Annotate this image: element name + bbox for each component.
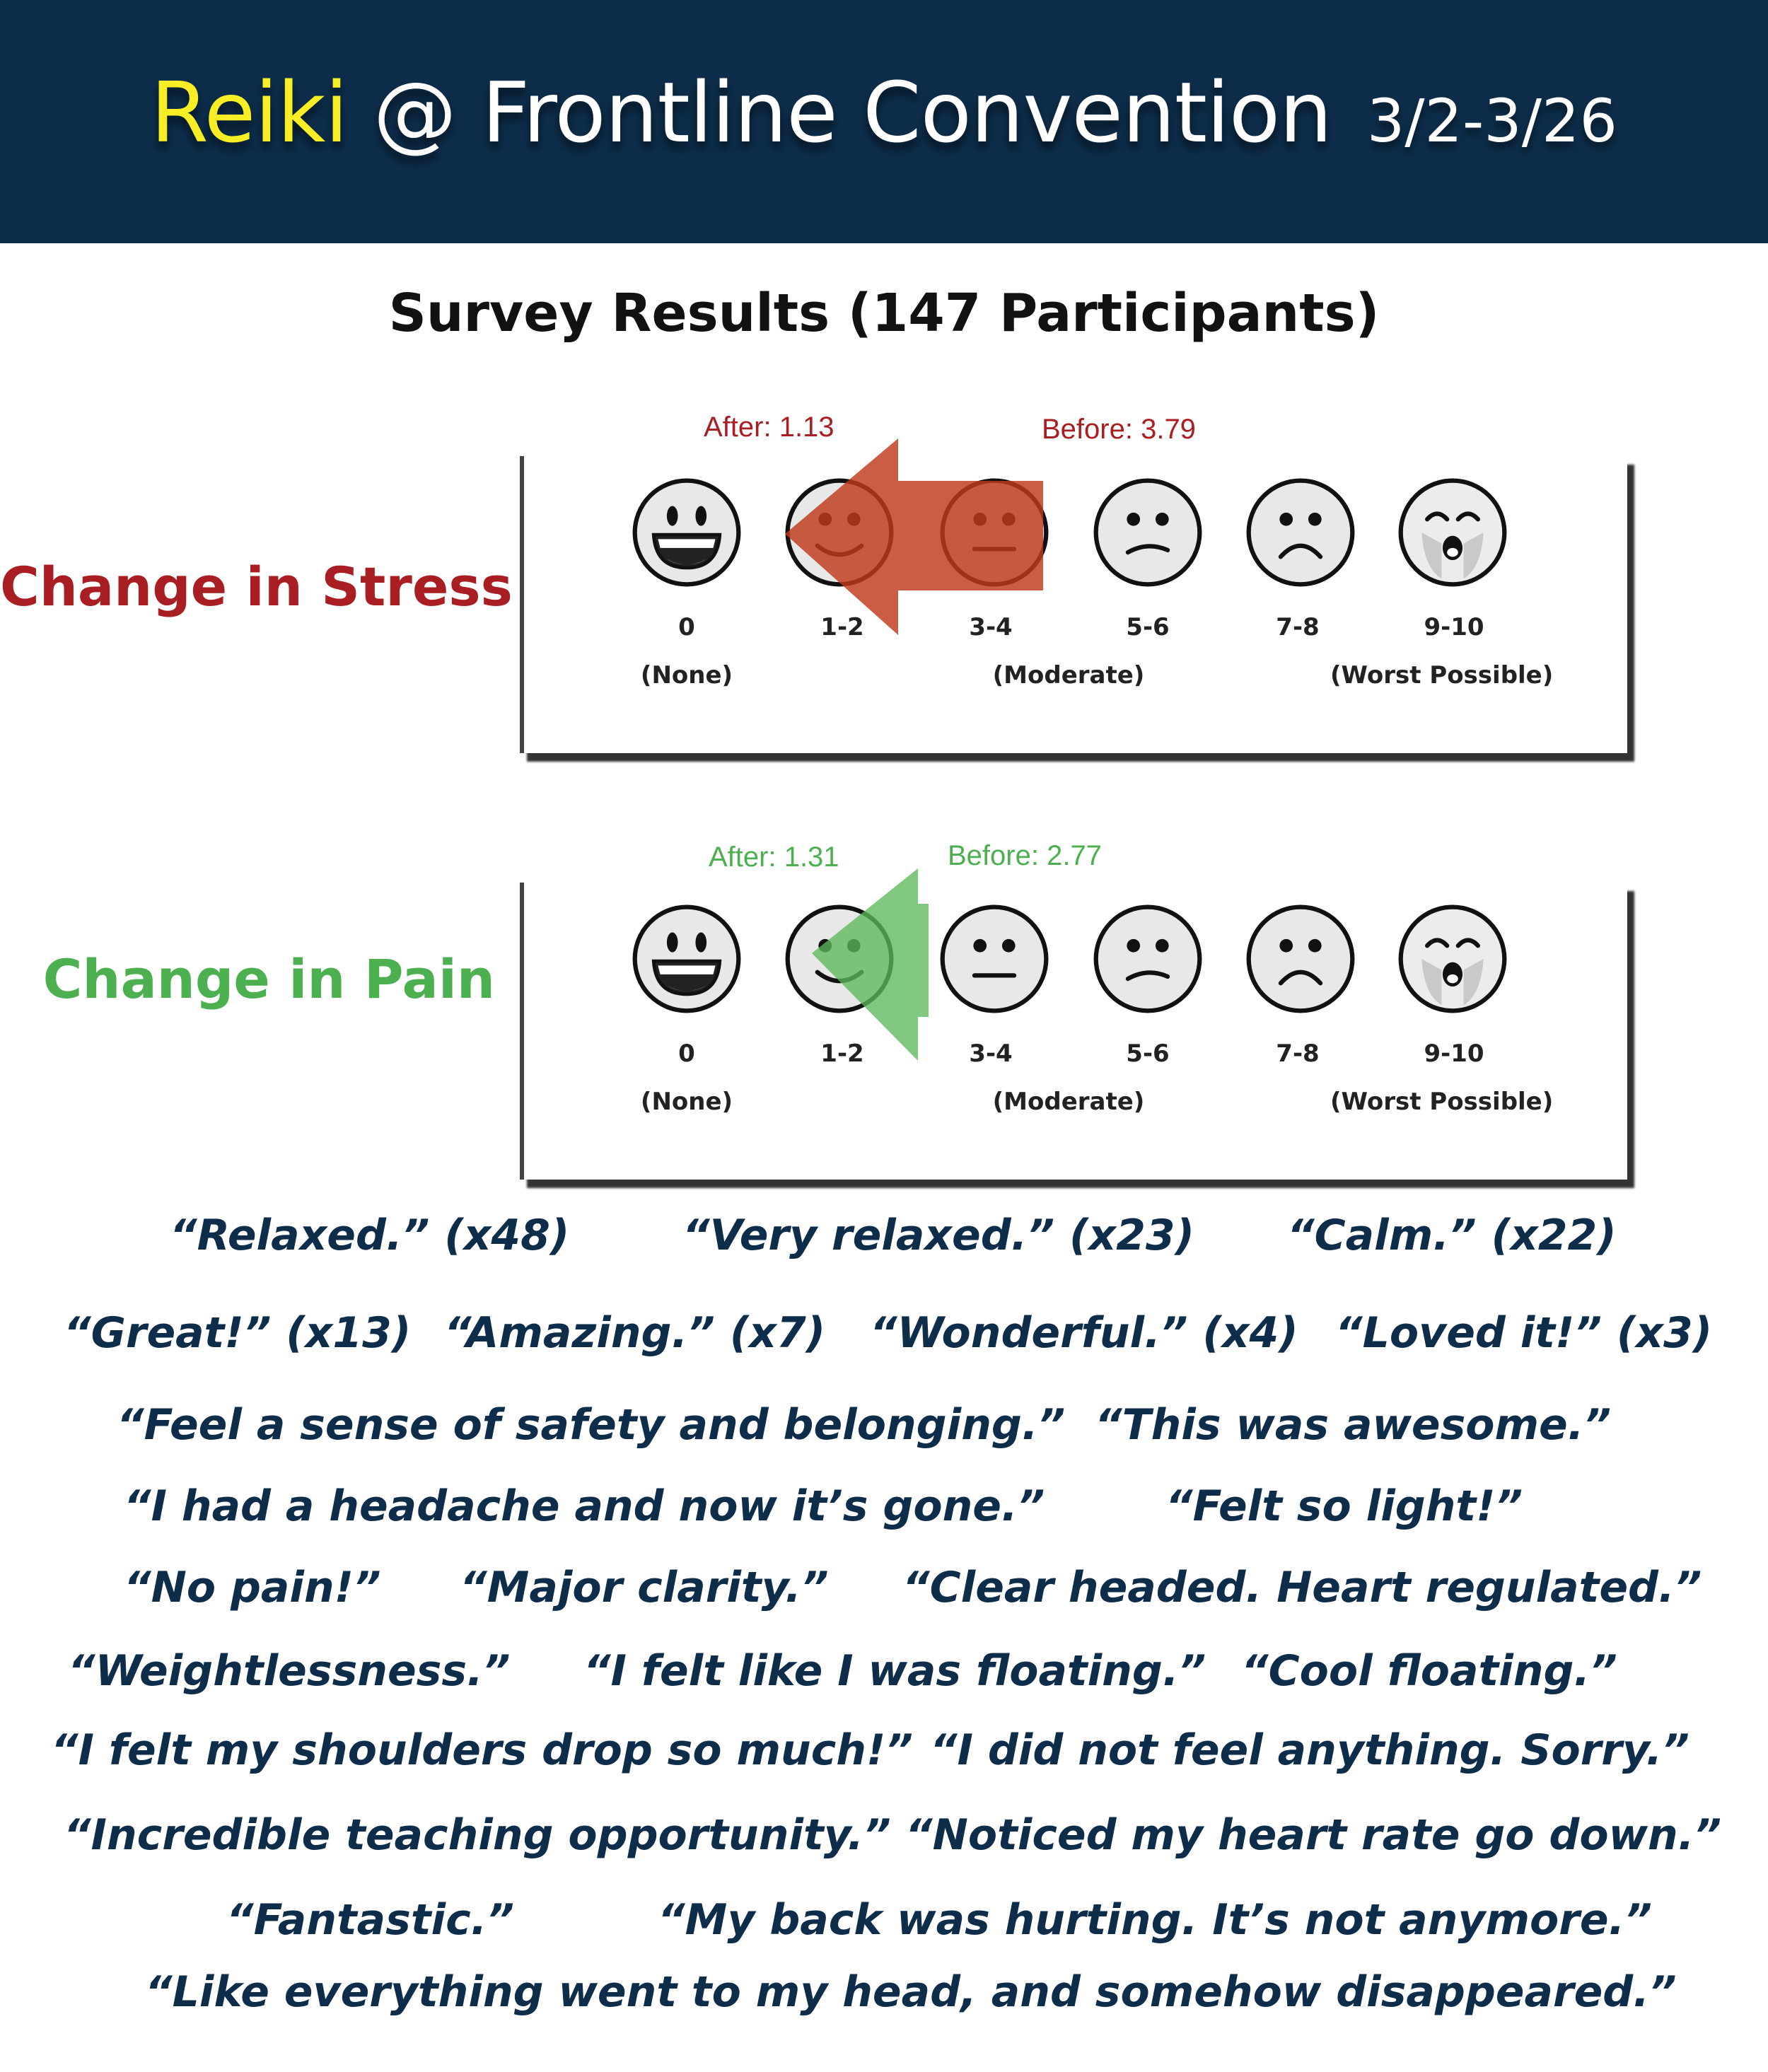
quote: “Amazing.” (x7)	[444, 1308, 826, 1358]
quote: “Noticed my heart rate go down.”	[905, 1810, 1722, 1860]
crying-face-icon	[1397, 477, 1508, 588]
title-reiki: Reiki	[151, 64, 348, 161]
quote: “Wonderful.” (x4)	[870, 1308, 1298, 1358]
quote: “My back was hurting. It’s not anymore.”	[658, 1895, 1652, 1945]
scale-number: 5-6	[1126, 613, 1170, 641]
event-date: 3/2-3/26	[1366, 86, 1617, 156]
survey-title: Survey Results (147 Participants)	[388, 283, 1380, 344]
slight-frown-face-icon	[1093, 904, 1203, 1014]
neutral-face-icon	[939, 904, 1049, 1014]
scale-number: 7-8	[1276, 613, 1320, 641]
scale-desc-moderate: (Moderate)	[992, 1088, 1145, 1116]
stress-after-label: After: 1.13	[704, 412, 834, 443]
quote: “Very relaxed.” (x23)	[682, 1211, 1195, 1260]
scale-number: 7-8	[1276, 1040, 1320, 1068]
stress-change-arrow	[785, 438, 1047, 636]
scale-number: 5-6	[1126, 1040, 1170, 1068]
quote: “Relaxed.” (x48)	[170, 1211, 570, 1260]
scale-number: 9-10	[1424, 613, 1484, 641]
stress-label: Change in Stress	[0, 555, 513, 618]
quote: “Feel a sense of safety and belonging.”	[117, 1400, 1066, 1450]
header-title	[0, 64, 1768, 161]
scale-desc-moderate: (Moderate)	[992, 661, 1145, 689]
quote: “Major clarity.”	[460, 1563, 829, 1612]
quote: “Loved it!” (x3)	[1335, 1308, 1713, 1358]
scale-number: 0	[678, 1040, 695, 1068]
pain-after-label: After: 1.31	[709, 842, 839, 873]
quote: “I felt like I was floating.”	[583, 1646, 1206, 1696]
stress-scale-panel	[520, 456, 1627, 753]
quote: “Incredible teaching opportunity.”	[64, 1810, 891, 1860]
quote: “I did not feel anything. Sorry.”	[930, 1725, 1690, 1775]
quote: “I had a headache and now it’s gone.”	[124, 1482, 1045, 1531]
quote: “Great!” (x13)	[64, 1308, 412, 1358]
pain-before-label: Before: 2.77	[948, 840, 1102, 871]
scale-desc-worst: (Worst Possible)	[1330, 661, 1554, 689]
frown-face-icon	[1245, 477, 1356, 588]
quote: “Weightlessness.”	[68, 1646, 511, 1696]
quote: “Like everything went to my head, and somehow disappeared.”	[145, 1967, 1677, 2017]
quote: “Fantastic.”	[226, 1895, 515, 1945]
pain-change-arrow	[812, 868, 932, 1063]
quote: “Clear headed. Heart regulated.”	[902, 1563, 1702, 1612]
quote: “Cool floating.”	[1241, 1646, 1617, 1696]
grin-face-icon	[632, 477, 742, 588]
stress-before-label: Before: 3.79	[1042, 414, 1196, 445]
quote: “I felt my shoulders drop so much!”	[51, 1725, 914, 1775]
crying-face-icon	[1397, 904, 1508, 1014]
slight-frown-face-icon	[1093, 477, 1203, 588]
scale-desc-none: (None)	[640, 661, 733, 689]
grin-face-icon	[632, 904, 742, 1014]
scale-desc-none: (None)	[640, 1088, 733, 1116]
title-text: @ Frontline Convention	[347, 64, 1332, 161]
scale-desc-worst: (Worst Possible)	[1330, 1088, 1554, 1116]
scale-number: 9-10	[1424, 1040, 1484, 1068]
scale-number: 3-4	[969, 613, 1013, 641]
quote: “Calm.” (x22)	[1287, 1211, 1617, 1260]
frown-face-icon	[1245, 904, 1356, 1014]
pain-label: Change in Pain	[42, 948, 495, 1011]
quote: “This was awesome.”	[1095, 1400, 1612, 1450]
scale-number: 1-2	[820, 1040, 864, 1068]
scale-number: 3-4	[969, 1040, 1013, 1068]
scale-number: 0	[678, 613, 695, 641]
quote: “Felt so light!”	[1165, 1482, 1523, 1531]
quote: “No pain!”	[124, 1563, 381, 1612]
scale-number: 1-2	[820, 613, 864, 641]
pain-scale-panel	[520, 883, 1627, 1180]
header-banner	[0, 0, 1768, 243]
